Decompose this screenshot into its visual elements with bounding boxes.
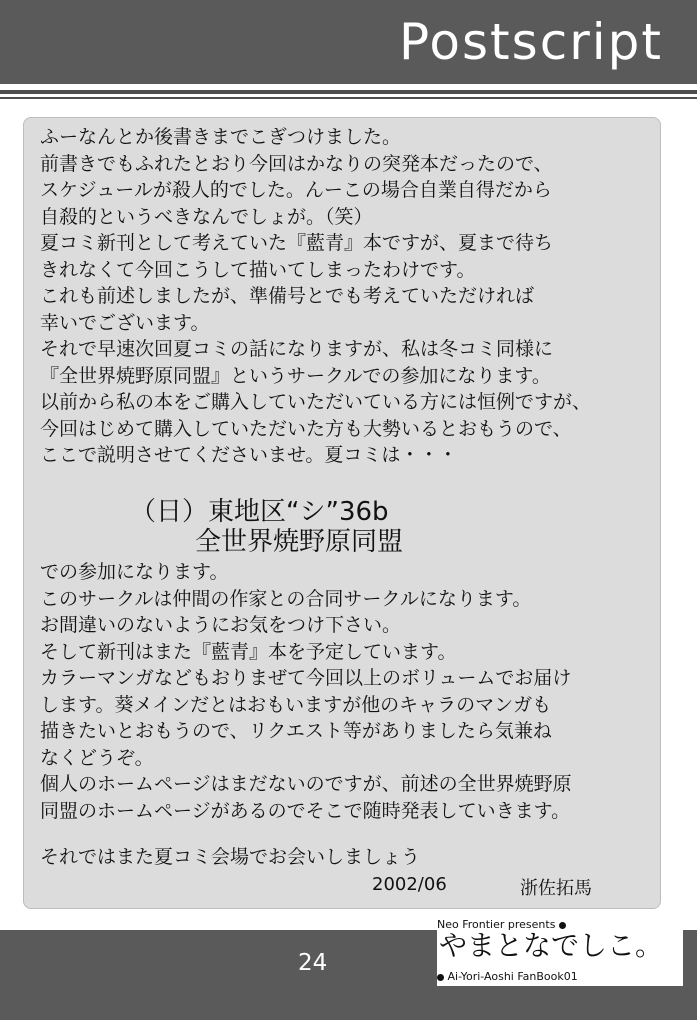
text-line: 同盟のホームページがあるのでそこで随時発表していきます。 — [40, 799, 571, 822]
text-line: このサークルは仲間の作家との合同サークルになります。 — [40, 587, 532, 610]
text-line: 前書きでもふれたとおり今回はかなりの突発本だったので、 — [40, 152, 553, 175]
page-number: 24 — [298, 950, 328, 976]
text-line: なくどうぞ。 — [40, 746, 154, 769]
bullet-icon — [559, 922, 566, 929]
text-line: ふーなんとか後書きまでこぎつけました。 — [40, 126, 402, 148]
text-line: これも前述しましたが、準備号とでも考えていただければ — [40, 285, 535, 307]
text-line: 『全世界焼野原同盟』というサークルでの参加になります。 — [40, 364, 551, 387]
text-line: カラーマンガなどもおりまぜて今回以上のボリュームでお届け — [40, 667, 572, 689]
text-line: 夏コミ新刊として考えていた『藍青』本ですが、夏まで待ち — [40, 232, 554, 254]
logo-top-text: Neo Frontier presents — [437, 918, 556, 931]
text-line: 個人のホームページはまだないのですが、前述の全世界焼野原 — [40, 773, 572, 795]
text-line: そして新刊はまた『藍青』本を予定しています。 — [40, 640, 457, 663]
text-line: 今回はじめて購入していただいた方も大勢いるとおもうので、 — [40, 417, 572, 440]
author-name: 浙佐拓馬 — [520, 878, 592, 899]
divider — [0, 90, 697, 94]
logo-main-text: やまとなでしこ。 — [439, 929, 664, 962]
date: 2002/06 — [372, 874, 447, 895]
text-line: ここで説明させてくださいませ。夏コミは・・・ — [40, 444, 458, 466]
divider-thin — [0, 97, 697, 99]
text-line: での参加になります。 — [40, 561, 229, 583]
logo-bottom — [437, 970, 578, 983]
event-location: （日）東地区“シ”36b — [130, 497, 389, 527]
text-line: します。葵メインだとはおもいますが他のキャラのマンガも — [40, 693, 552, 716]
book-logo — [437, 918, 683, 986]
text-line: きれなくて今回こうして描いてしまったわけです。 — [40, 258, 476, 281]
closing-line: それではまた夏コミ会場でお会いしましょう — [40, 846, 421, 868]
text-line: お間違いのないようにお気をつけ下さい。 — [40, 614, 402, 636]
logo-bottom-text: Ai-Yori-Aoshi FanBook01 — [447, 970, 578, 983]
circle-name: 全世界焼野原同盟 — [195, 527, 404, 557]
paragraph-details — [40, 559, 650, 824]
text-line: それで早速次回夏コミの話になりますが、私は冬コミ同様に — [40, 338, 554, 360]
text-line: 自殺的というべきなんでしょが。（笑） — [40, 205, 373, 228]
page-title: Postscript — [399, 13, 663, 71]
bullet-icon — [437, 974, 444, 981]
paragraph-intro — [40, 124, 650, 469]
text-line: スケジュールが殺人的でした。んーこの場合自業自得だから — [40, 179, 552, 201]
text-line: 幸いでございます。 — [40, 311, 210, 334]
text-line: 以前から私の本をご購入していただいている方には恒例ですが、 — [40, 391, 592, 413]
text-line: 描きたいとおもうので、リクエスト等がありましたら気兼ね — [40, 720, 552, 742]
